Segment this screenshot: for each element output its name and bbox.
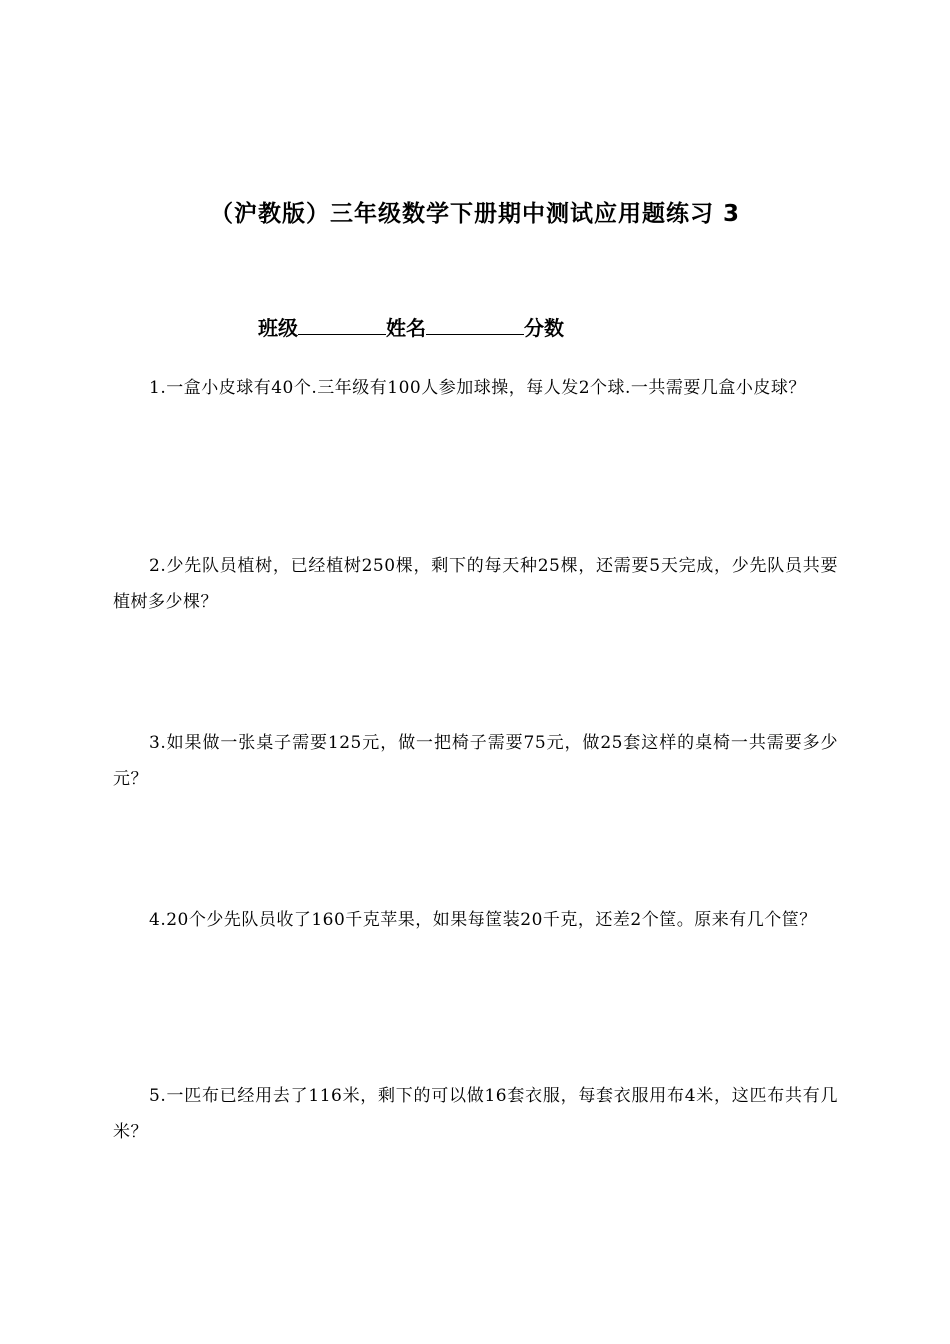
question-1: 1.一盒小皮球有40个.三年级有100人参加球操，每人发2个球.一共需要几盒小皮球？ xyxy=(149,378,806,398)
question-2: 2.少先队员植树，已经植树250棵，剩下的每天种25棵，还需要5天完成，少先队员共要植树多少棵？ xyxy=(113,556,838,612)
class-label: 班级 xyxy=(258,316,298,340)
class-blank xyxy=(298,314,386,335)
question-4: 4.20个少先队员收了160千克苹果，如果每筐装20千克，还差2个筐。原来有几个筐？ xyxy=(149,910,817,930)
student-info-line xyxy=(258,312,564,341)
name-blank xyxy=(426,314,524,335)
page-title: （沪教版）三年级数学下册期中测试应用题练习 3 xyxy=(209,201,740,227)
name-label: 姓名 xyxy=(386,316,426,340)
score-label: 分数 xyxy=(524,316,564,340)
question-3: 3.如果做一张桌子需要125元，做一把椅子需要75元，做25套这样的桌椅一共需要多少元？ xyxy=(113,733,838,789)
question-5: 5.一匹布已经用去了116米，剩下的可以做16套衣服，每套衣服用布4米，这匹布共有几米？ xyxy=(113,1086,838,1142)
